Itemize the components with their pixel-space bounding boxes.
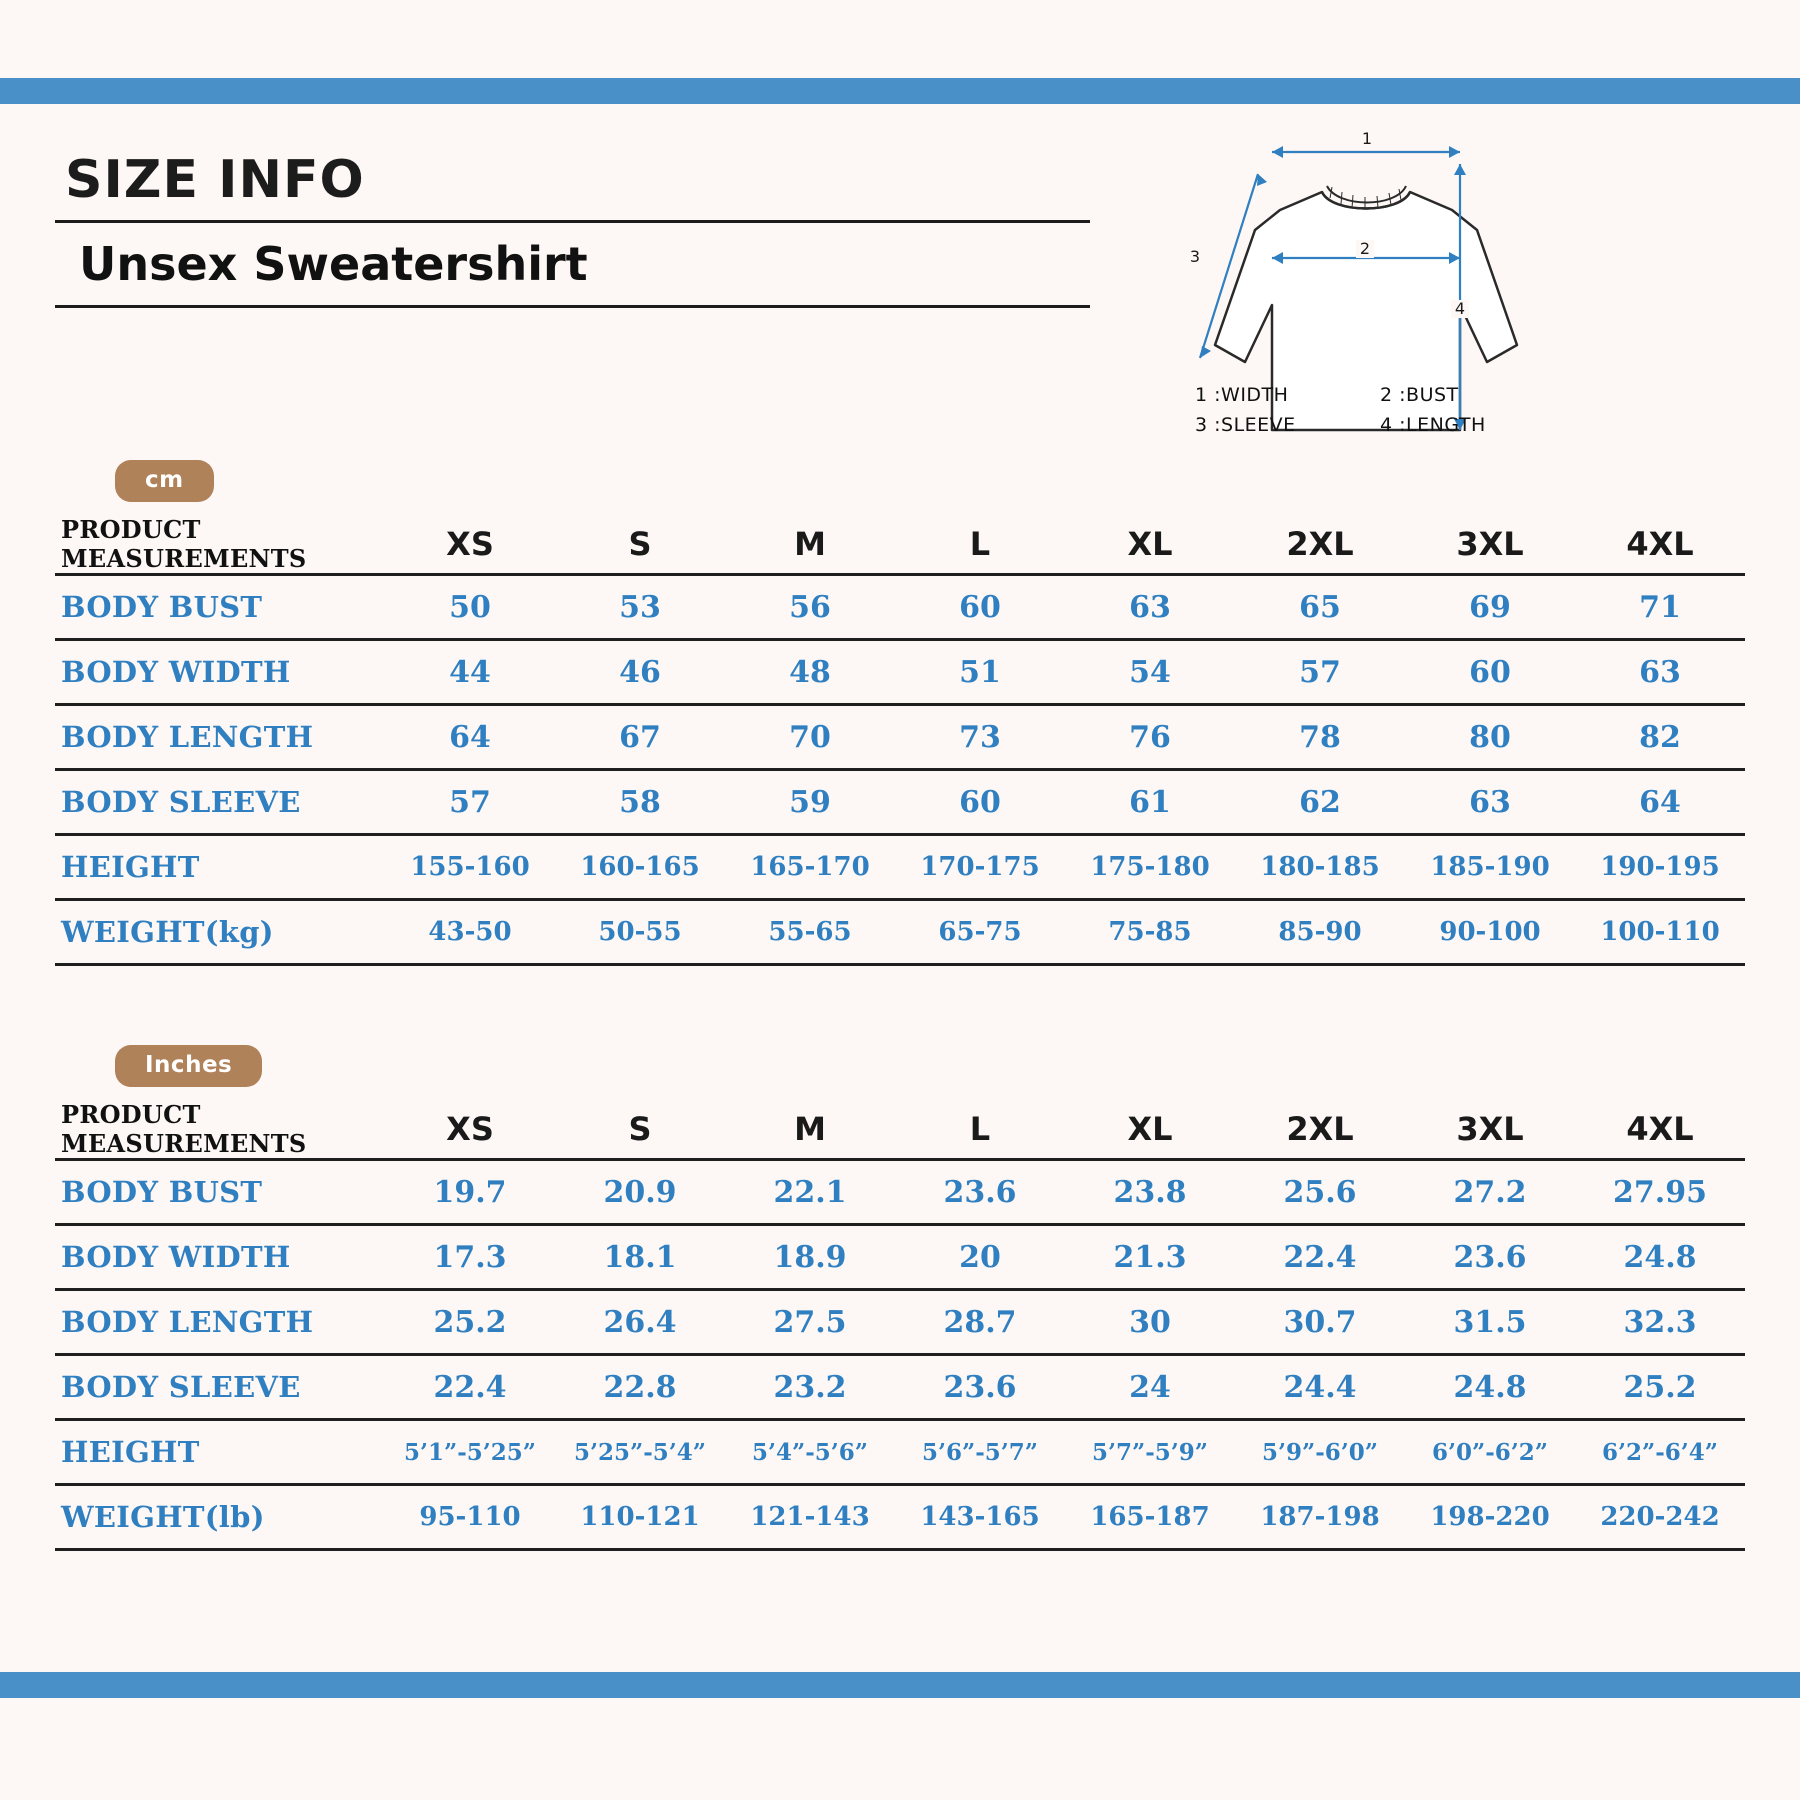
cell-bust-s-in: 20.9 bbox=[555, 1160, 725, 1225]
cell-bust-xs-in: 19.7 bbox=[385, 1160, 555, 1225]
cell-length-xl-in: 30 bbox=[1065, 1290, 1235, 1355]
cell-width-l-in: 20 bbox=[895, 1225, 1065, 1290]
cell-sleeve-4xl: 64 bbox=[1575, 770, 1745, 835]
cell-length-4xl-in: 32.3 bbox=[1575, 1290, 1745, 1355]
cell-bust-l-in: 23.6 bbox=[895, 1160, 1065, 1225]
header-size-xl-in: XL bbox=[1065, 1100, 1235, 1160]
cell-length-l: 73 bbox=[895, 705, 1065, 770]
bottom-accent-band bbox=[0, 1672, 1800, 1698]
cell-sleeve-m: 59 bbox=[725, 770, 895, 835]
cell-length-xs-in: 25.2 bbox=[385, 1290, 555, 1355]
legend-item-width: 1 :WIDTH bbox=[1195, 384, 1289, 406]
unit-badge-cm: cm bbox=[115, 460, 214, 502]
cell-length-3xl-in: 31.5 bbox=[1405, 1290, 1575, 1355]
cell-length-xs: 64 bbox=[385, 705, 555, 770]
header-size-xs-in: XS bbox=[385, 1100, 555, 1160]
row-label-weight: WEIGHT(kg) bbox=[55, 900, 385, 965]
header-product-measurements-in: PRODUCT MEASUREMENTS bbox=[55, 1100, 385, 1160]
header-size-3xl: 3XL bbox=[1405, 515, 1575, 575]
size-table-cm bbox=[55, 515, 1745, 966]
cell-width-3xl-in: 23.6 bbox=[1405, 1225, 1575, 1290]
legend-row bbox=[1195, 410, 1615, 440]
unit-badge-cm-wrap bbox=[115, 460, 214, 502]
table-header-row bbox=[55, 1100, 1745, 1160]
row-label-weight-in: WEIGHT(lb) bbox=[55, 1485, 385, 1550]
cell-width-s: 46 bbox=[555, 640, 725, 705]
cell-length-2xl-in: 30.7 bbox=[1235, 1290, 1405, 1355]
cell-width-2xl: 57 bbox=[1235, 640, 1405, 705]
cell-length-4xl: 82 bbox=[1575, 705, 1745, 770]
header-size-s: S bbox=[555, 515, 725, 575]
table-row bbox=[55, 1160, 1745, 1225]
header-size-m-in: M bbox=[725, 1100, 895, 1160]
page-title: SIZE INFO bbox=[65, 150, 365, 210]
cell-width-3xl: 60 bbox=[1405, 640, 1575, 705]
header-size-s-in: S bbox=[555, 1100, 725, 1160]
table-row bbox=[55, 575, 1745, 640]
cell-length-m: 70 bbox=[725, 705, 895, 770]
cell-width-m-in: 18.9 bbox=[725, 1225, 895, 1290]
cell-weight-xl: 75-85 bbox=[1065, 900, 1235, 965]
row-label-height: HEIGHT bbox=[55, 835, 385, 900]
table-header-row bbox=[55, 515, 1745, 575]
cell-length-s-in: 26.4 bbox=[555, 1290, 725, 1355]
legend-item-sleeve: 3 :SLEEVE bbox=[1195, 414, 1296, 436]
cell-height-l: 170-175 bbox=[895, 835, 1065, 900]
cell-length-xl: 76 bbox=[1065, 705, 1235, 770]
table-row bbox=[55, 640, 1745, 705]
row-label-body-bust-in: BODY BUST bbox=[55, 1160, 385, 1225]
cell-bust-3xl-in: 27.2 bbox=[1405, 1160, 1575, 1225]
cell-width-2xl-in: 22.4 bbox=[1235, 1225, 1405, 1290]
top-accent-band bbox=[0, 78, 1800, 104]
svg-text:2: 2 bbox=[1359, 239, 1371, 258]
cell-weight-3xl: 90-100 bbox=[1405, 900, 1575, 965]
cell-weight-m-in: 121-143 bbox=[725, 1485, 895, 1550]
cell-bust-4xl-in: 27.95 bbox=[1575, 1160, 1745, 1225]
header-size-2xl-in: 2XL bbox=[1235, 1100, 1405, 1160]
header-block bbox=[55, 150, 1255, 308]
row-label-body-width-in: BODY WIDTH bbox=[55, 1225, 385, 1290]
cell-height-s-in: 5’25”-5’4” bbox=[555, 1420, 725, 1485]
cell-sleeve-s-in: 22.8 bbox=[555, 1355, 725, 1420]
cell-height-xl-in: 5’7”-5’9” bbox=[1065, 1420, 1235, 1485]
cell-weight-l-in: 143-165 bbox=[895, 1485, 1065, 1550]
table-row bbox=[55, 1485, 1745, 1550]
cell-length-3xl: 80 bbox=[1405, 705, 1575, 770]
row-label-body-length: BODY LENGTH bbox=[55, 705, 385, 770]
cell-sleeve-3xl-in: 24.8 bbox=[1405, 1355, 1575, 1420]
cell-weight-2xl: 85-90 bbox=[1235, 900, 1405, 965]
cell-sleeve-l-in: 23.6 bbox=[895, 1355, 1065, 1420]
cell-weight-2xl-in: 187-198 bbox=[1235, 1485, 1405, 1550]
table-row bbox=[55, 770, 1745, 835]
cell-bust-s: 53 bbox=[555, 575, 725, 640]
cell-width-xs: 44 bbox=[385, 640, 555, 705]
cell-weight-4xl-in: 220-242 bbox=[1575, 1485, 1745, 1550]
table-row bbox=[55, 835, 1745, 900]
table-row bbox=[55, 1355, 1745, 1420]
cell-weight-s-in: 110-121 bbox=[555, 1485, 725, 1550]
cell-length-l-in: 28.7 bbox=[895, 1290, 1065, 1355]
cell-sleeve-2xl-in: 24.4 bbox=[1235, 1355, 1405, 1420]
header-size-xs: XS bbox=[385, 515, 555, 575]
cell-weight-l: 65-75 bbox=[895, 900, 1065, 965]
cell-bust-xl-in: 23.8 bbox=[1065, 1160, 1235, 1225]
diagram-legend bbox=[1195, 380, 1615, 440]
cell-height-4xl-in: 6’2”-6’4” bbox=[1575, 1420, 1745, 1485]
header-size-4xl-in: 4XL bbox=[1575, 1100, 1745, 1160]
cell-bust-3xl: 69 bbox=[1405, 575, 1575, 640]
cell-sleeve-xs: 57 bbox=[385, 770, 555, 835]
cell-height-xl: 175-180 bbox=[1065, 835, 1235, 900]
row-label-body-bust: BODY BUST bbox=[55, 575, 385, 640]
row-label-height-in: HEIGHT bbox=[55, 1420, 385, 1485]
cell-length-s: 67 bbox=[555, 705, 725, 770]
cell-sleeve-3xl: 63 bbox=[1405, 770, 1575, 835]
cell-bust-4xl: 71 bbox=[1575, 575, 1745, 640]
cell-height-2xl: 180-185 bbox=[1235, 835, 1405, 900]
cell-sleeve-l: 60 bbox=[895, 770, 1065, 835]
cell-length-m-in: 27.5 bbox=[725, 1290, 895, 1355]
header-size-4xl: 4XL bbox=[1575, 515, 1745, 575]
cell-sleeve-2xl: 62 bbox=[1235, 770, 1405, 835]
svg-text:1: 1 bbox=[1361, 130, 1373, 148]
cell-bust-m: 56 bbox=[725, 575, 895, 640]
header-size-xl: XL bbox=[1065, 515, 1235, 575]
cell-sleeve-xl-in: 24 bbox=[1065, 1355, 1235, 1420]
cell-bust-l: 60 bbox=[895, 575, 1065, 640]
cell-weight-s: 50-55 bbox=[555, 900, 725, 965]
cell-bust-xl: 63 bbox=[1065, 575, 1235, 640]
cell-bust-m-in: 22.1 bbox=[725, 1160, 895, 1225]
legend-item-length: 4 :LENGTH bbox=[1380, 414, 1486, 436]
cell-weight-xs-in: 95-110 bbox=[385, 1485, 555, 1550]
cell-height-m-in: 5’4”-5’6” bbox=[725, 1420, 895, 1485]
cell-weight-4xl: 100-110 bbox=[1575, 900, 1745, 965]
header-size-2xl: 2XL bbox=[1235, 515, 1405, 575]
cell-sleeve-4xl-in: 25.2 bbox=[1575, 1355, 1745, 1420]
cell-sleeve-xs-in: 22.4 bbox=[385, 1355, 555, 1420]
table-row bbox=[55, 1290, 1745, 1355]
cell-height-l-in: 5’6”-5’7” bbox=[895, 1420, 1065, 1485]
cell-width-xl-in: 21.3 bbox=[1065, 1225, 1235, 1290]
cell-width-xl: 54 bbox=[1065, 640, 1235, 705]
cell-width-4xl-in: 24.8 bbox=[1575, 1225, 1745, 1290]
svg-text:3: 3 bbox=[1189, 247, 1201, 266]
table-row bbox=[55, 1420, 1745, 1485]
product-name: Unsex Sweatershirt bbox=[79, 237, 588, 291]
unit-badge-inches-wrap bbox=[115, 1045, 262, 1087]
header-product-measurements: PRODUCT MEASUREMENTS bbox=[55, 515, 385, 575]
cell-width-l: 51 bbox=[895, 640, 1065, 705]
cell-width-xs-in: 17.3 bbox=[385, 1225, 555, 1290]
legend-item-bust: 2 :BUST bbox=[1380, 384, 1459, 406]
table-row bbox=[55, 705, 1745, 770]
cell-height-xs: 155-160 bbox=[385, 835, 555, 900]
cell-height-3xl-in: 6’0”-6’2” bbox=[1405, 1420, 1575, 1485]
cell-height-xs-in: 5’1”-5’25” bbox=[385, 1420, 555, 1485]
cell-height-m: 165-170 bbox=[725, 835, 895, 900]
row-label-body-sleeve-in: BODY SLEEVE bbox=[55, 1355, 385, 1420]
header-size-l: L bbox=[895, 515, 1065, 575]
cell-width-4xl: 63 bbox=[1575, 640, 1745, 705]
cell-height-3xl: 185-190 bbox=[1405, 835, 1575, 900]
cell-bust-xs: 50 bbox=[385, 575, 555, 640]
cell-bust-2xl-in: 25.6 bbox=[1235, 1160, 1405, 1225]
cell-sleeve-xl: 61 bbox=[1065, 770, 1235, 835]
row-label-body-width: BODY WIDTH bbox=[55, 640, 385, 705]
cell-bust-2xl: 65 bbox=[1235, 575, 1405, 640]
cell-width-m: 48 bbox=[725, 640, 895, 705]
header-size-3xl-in: 3XL bbox=[1405, 1100, 1575, 1160]
table-row bbox=[55, 900, 1745, 965]
legend-row bbox=[1195, 380, 1615, 410]
cell-sleeve-m-in: 23.2 bbox=[725, 1355, 895, 1420]
cell-length-2xl: 78 bbox=[1235, 705, 1405, 770]
cell-width-s-in: 18.1 bbox=[555, 1225, 725, 1290]
unit-badge-inches: Inches bbox=[115, 1045, 262, 1087]
cell-sleeve-s: 58 bbox=[555, 770, 725, 835]
header-size-l-in: L bbox=[895, 1100, 1065, 1160]
title-divider-top bbox=[55, 220, 1090, 223]
cell-height-s: 160-165 bbox=[555, 835, 725, 900]
size-table-inches bbox=[55, 1100, 1745, 1551]
row-label-body-sleeve: BODY SLEEVE bbox=[55, 770, 385, 835]
svg-text:4: 4 bbox=[1454, 299, 1466, 318]
cell-weight-xl-in: 165-187 bbox=[1065, 1485, 1235, 1550]
cell-weight-3xl-in: 198-220 bbox=[1405, 1485, 1575, 1550]
cell-height-2xl-in: 5’9”-6’0” bbox=[1235, 1420, 1405, 1485]
header-size-m: M bbox=[725, 515, 895, 575]
cell-weight-xs: 43-50 bbox=[385, 900, 555, 965]
title-divider-bottom bbox=[55, 305, 1090, 308]
cell-weight-m: 55-65 bbox=[725, 900, 895, 965]
cell-height-4xl: 190-195 bbox=[1575, 835, 1745, 900]
row-label-body-length-in: BODY LENGTH bbox=[55, 1290, 385, 1355]
table-row bbox=[55, 1225, 1745, 1290]
